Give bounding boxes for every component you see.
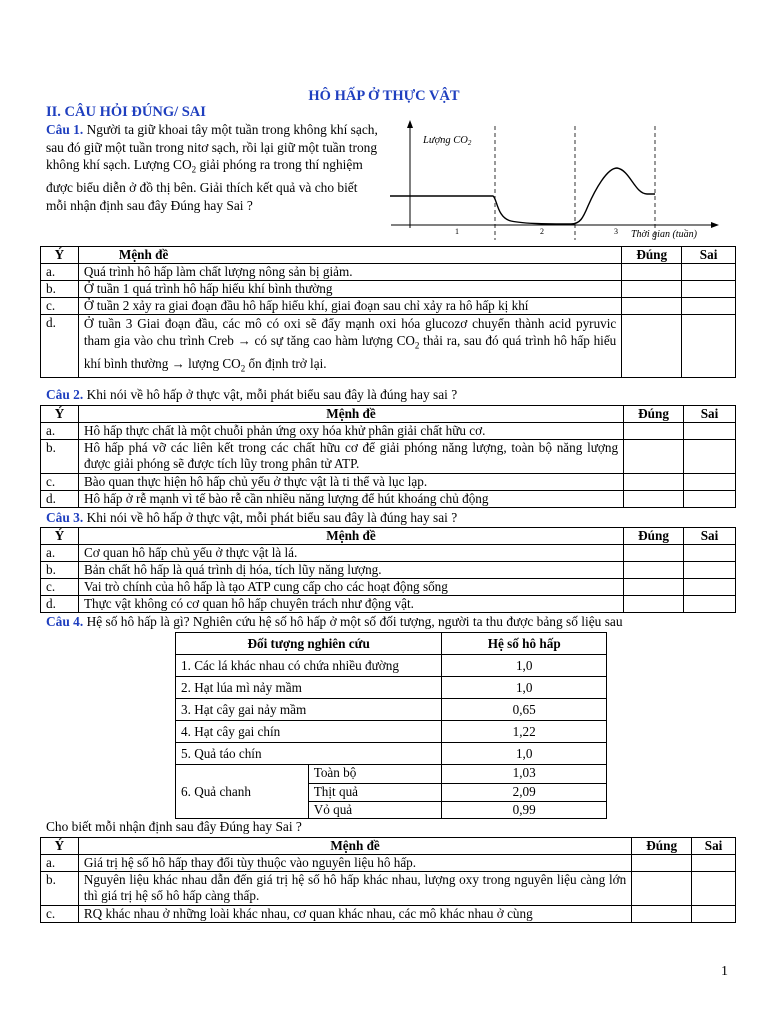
answer-sai-cell[interactable] [684, 423, 736, 440]
answer-sai-cell[interactable] [682, 281, 736, 298]
answer-dung-cell[interactable] [624, 579, 684, 596]
answer-sai-cell[interactable] [684, 562, 736, 579]
x-axis-arrow [711, 222, 719, 228]
tick-3: 3 [614, 227, 618, 236]
answer-dung-cell[interactable] [622, 298, 682, 315]
answer-sai-cell[interactable] [682, 315, 736, 378]
q3-table: Ý Mệnh đề Đúng Sai a. Cơ quan hô hấp chủ yếu ở thực vật là lá. b. Bản chất hô hấp là quá trình dị hóa, tích lũy năng lượng. c. Vai trò chính của hô hấp là tạo ATP cung cấp cho các hoạt động sống d. Thực vật không có cơ quan hô hấp chuyên trách như động vật. [40, 527, 736, 613]
table-row: d. Hô hấp ở rễ mạnh vì tế bào rễ cần nhiều năng lượng để hút khoáng chủ động [41, 491, 736, 508]
col-y: Ý [41, 247, 79, 264]
q4-table: Ý Mệnh đề Đúng Sai a. Giá trị hệ số hô hấp thay đổi tùy thuộc vào nguyên liệu hô hấp. b. Nguyên liệu khác nhau dẫn đến giá trị hệ số hô hấp khác nhau, lượng oxy trong nguyên liệu càng lớn thì giá trị hệ số hô hấp càng thấp. c. RQ khác nhau ở những loài khác nhau, cơ quan khác nhau, các mô khác nhau ở cùng [40, 837, 736, 923]
answer-sai-cell[interactable] [684, 474, 736, 491]
answer-dung-cell[interactable] [632, 906, 692, 923]
table-row: 1. Các lá khác nhau có chứa nhiều đường 1,0 [176, 655, 607, 677]
answer-sai-cell[interactable] [682, 298, 736, 315]
table-row: b. Hô hấp phá vỡ các liên kết trong các chất hữu cơ để giải phóng năng lượng, toàn bộ năng lượng được giải phóng sẽ được tích lũy trong phân tử ATP. [41, 440, 736, 474]
answer-sai-cell[interactable] [684, 491, 736, 508]
table-row: d. Thực vật không có cơ quan hô hấp chuyên trách như động vật. [41, 596, 736, 613]
answer-sai-cell[interactable] [692, 906, 736, 923]
answer-dung-cell[interactable] [632, 872, 692, 906]
answer-sai-cell[interactable] [682, 264, 736, 281]
col-menh-de: Mệnh đề [78, 247, 621, 264]
answer-dung-cell[interactable] [632, 855, 692, 872]
answer-sai-cell[interactable] [692, 872, 736, 906]
table-row: 3. Hạt cây gai nảy mầm 0,65 [176, 699, 607, 721]
q1-body: Người ta giữ khoai tây một tuần trong không khí sạch, sau đó giữ một tuần trong nitơ sạch, rồi lại giữ một tuần trong không khí sạch. Lượng $CO_2$ giải phóng ra trong thí nghiệm được biểu diễn ở đồ thị bên. Giải thích kết quả và cho biết mỗi nhận định sau đây Đúng hay Sai ? [46, 122, 378, 214]
answer-dung-cell[interactable] [624, 423, 684, 440]
co2-curve [390, 168, 655, 224]
col-sai: Sai [682, 247, 736, 264]
q1-label: Câu 1. [46, 122, 84, 137]
answer-dung-cell[interactable] [624, 545, 684, 562]
table-row: Thịt quả 2,09 [176, 784, 607, 802]
answer-dung-cell[interactable] [624, 474, 684, 491]
answer-dung-cell[interactable] [624, 440, 684, 474]
answer-sai-cell[interactable] [684, 596, 736, 613]
table-row: b. Ở tuần 1 quá trình hô hấp hiếu khí bình thường [41, 281, 736, 298]
answer-dung-cell[interactable] [622, 315, 682, 378]
col-dung: Đúng [622, 247, 682, 264]
y-axis-label: Lượng CO2 [423, 135, 472, 147]
table-row: a. Quá trình hô hấp làm chất lượng nông sản bị giảm. [41, 264, 736, 281]
tick-1: 1 [455, 227, 459, 236]
q2-table: Ý Mệnh đề Đúng Sai a. Hô hấp thực chất là một chuỗi phản ứng oxy hóa khử phân giải chất hữu cơ. b. Hô hấp phá vỡ các liên kết trong các chất hữu cơ để giải phóng năng lượng, toàn bộ năng lượng được giải phóng sẽ được tích lũy trong phân tử ATP. c. Bào quan thực hiện hô hấp chủ yếu ở thực vật là ti thể và lục lạp. d. Hô hấp ở rễ mạnh vì tế bào rễ cần nhiều năng lượng để hút khoáng chủ động [40, 405, 736, 508]
q2-text: Câu 2. Khi nói về hô hấp ở thực vật, mỗi phát biểu sau đây là đúng hay sai ? [46, 387, 458, 402]
answer-sai-cell[interactable] [684, 545, 736, 562]
answer-sai-cell[interactable] [684, 440, 736, 474]
answer-dung-cell[interactable] [622, 281, 682, 298]
table-row: c. Bào quan thực hiện hô hấp chủ yếu ở thực vật là ti thể và lục lạp. [41, 474, 736, 491]
document-title: HÔ HẤP Ở THỰC VẬT [308, 88, 460, 104]
q4-text: Câu 4. Hệ số hô hấp là gì? Nghiên cứu hệ số hô hấp ở một số đối tượng, người ta thu được bảng số liệu sau [46, 614, 623, 629]
q1-text [46, 121, 380, 215]
x-axis-label: Thời gian (tuần) [631, 229, 697, 240]
q4-intro: Cho biết mỗi nhận định sau đây Đúng hay Sai ? [46, 819, 302, 834]
table-row: 6. Quả chanh Toàn bộ 1,03 [176, 765, 607, 784]
table-row: b. Bản chất hô hấp là quá trình dị hóa, tích lũy năng lượng. [41, 562, 736, 579]
table-row: c. Vai trò chính của hô hấp là tạo ATP cung cấp cho các hoạt động sống [41, 579, 736, 596]
q1-table [40, 246, 736, 378]
section-heading: II. CÂU HỎI ĐÚNG/ SAI [46, 104, 206, 120]
answer-sai-cell[interactable] [692, 855, 736, 872]
table-row: a. Giá trị hệ số hô hấp thay đổi tùy thuộc vào nguyên liệu hô hấp. [41, 855, 736, 872]
co2-graph [385, 118, 720, 243]
table-row: 5. Quả táo chín 1,0 [176, 743, 607, 765]
page-number: 1 [721, 964, 728, 979]
table-row: c. Ở tuần 2 xảy ra giai đoạn đầu hô hấp hiếu khí, giai đoạn sau chỉ xảy ra hô hấp kị khí [41, 298, 736, 315]
answer-sai-cell[interactable] [684, 579, 736, 596]
y-axis-arrow [407, 120, 413, 128]
q3-text: Câu 3. Khi nói về hô hấp ở thực vật, mỗi phát biểu sau đây là đúng hay sai ? [46, 510, 458, 525]
answer-dung-cell[interactable] [624, 562, 684, 579]
table-row: Vỏ quả 0,99 [176, 802, 607, 819]
rq-table: Đối tượng nghiên cứu Hệ số hô hấp 1. Các lá khác nhau có chứa nhiều đường 1,0 2. Hạt lúa mì nảy mầm 1,0 3. Hạt cây gai nảy mầm 0,65 4. Hạt cây gai chín 1,22 5. Quả táo chín 1,0 6. Quả chanh Toàn bộ 1,03 Thịt quả 2,09 Vỏ quả 0,99 [175, 632, 607, 819]
table-row: c. RQ khác nhau ở những loài khác nhau, cơ quan khác nhau, các mô khác nhau ở cùng [41, 906, 736, 923]
table-row: a. Hô hấp thực chất là một chuỗi phản ứng oxy hóa khử phân giải chất hữu cơ. [41, 423, 736, 440]
tick-2: 2 [540, 227, 544, 236]
answer-dung-cell[interactable] [624, 596, 684, 613]
table-row: 4. Hạt cây gai chín 1,22 [176, 721, 607, 743]
table-row: 2. Hạt lúa mì nảy mầm 1,0 [176, 677, 607, 699]
answer-dung-cell[interactable] [624, 491, 684, 508]
table-row: b. Nguyên liệu khác nhau dẫn đến giá trị hệ số hô hấp khác nhau, lượng oxy trong nguyên liệu càng lớn thì giá trị hệ số hô hấp càng thấp. [41, 872, 736, 906]
table-row: d. Ở tuần 3 Giai đoạn đầu, các mô có oxi sẽ đẩy mạnh oxi hóa glucozơ chuyển thành acid pyruvic tham gia vào chu trình Creb → có sự tăng cao hàm lượng $CO_2$ thải ra, sau đó quá trình hô hấp hiếu khí bình thường → lượng $CO_2$ ổn định trở lại. [41, 315, 736, 378]
table-row: a. Cơ quan hô hấp chủ yếu ở thực vật là lá. [41, 545, 736, 562]
answer-dung-cell[interactable] [622, 264, 682, 281]
